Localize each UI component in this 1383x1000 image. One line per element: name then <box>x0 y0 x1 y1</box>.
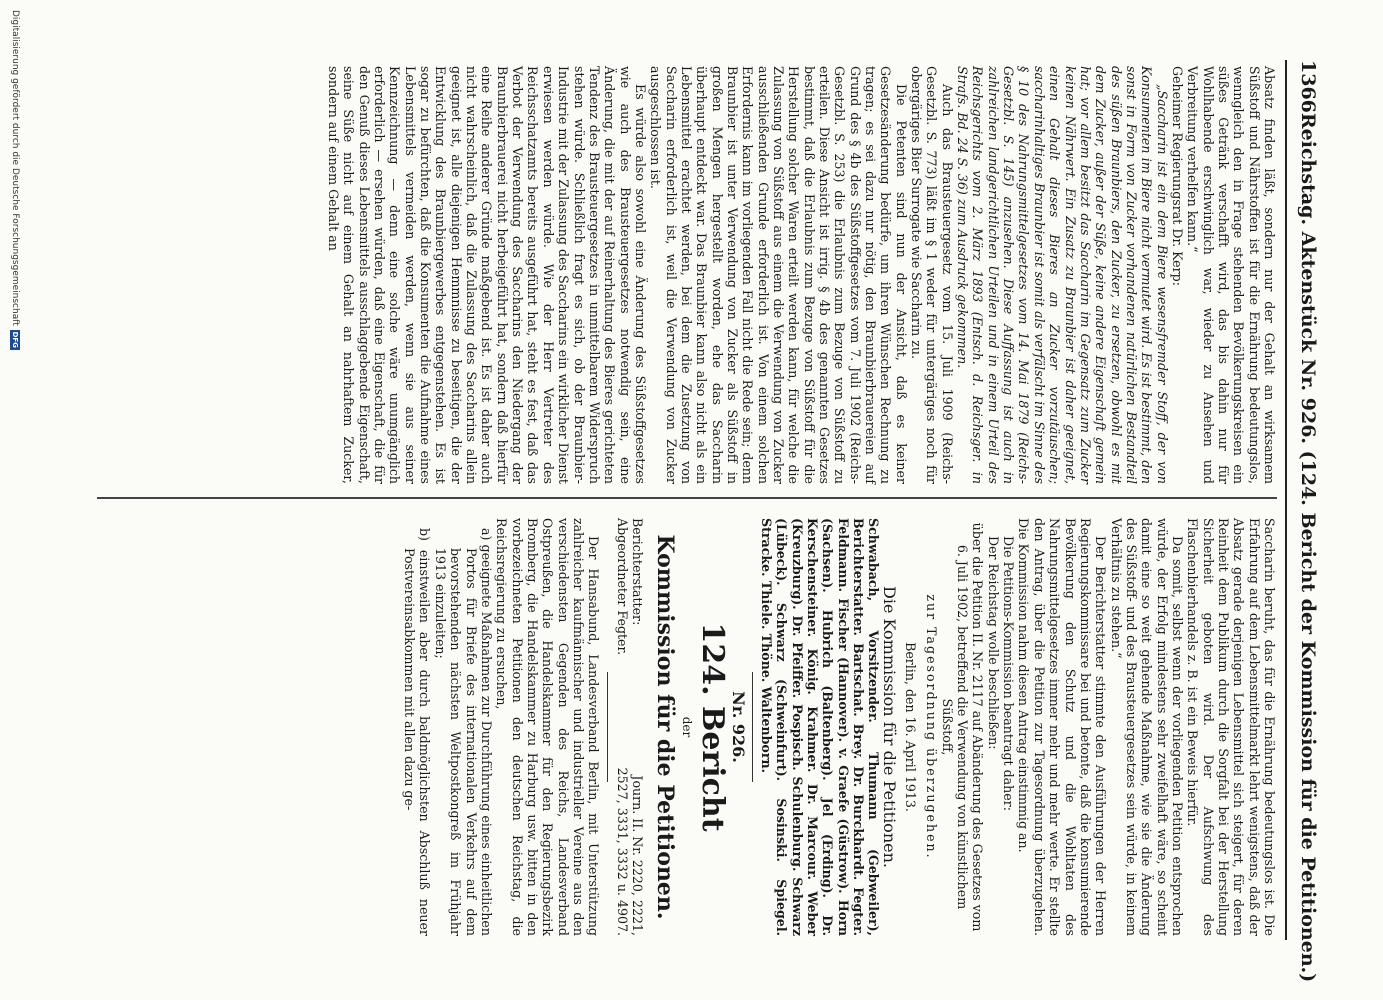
motion-outcome: zur Tagesordnung überzugehen. <box>924 594 940 860</box>
paragraph: Auch das Brausteuergesetz vom 15. Juli 1909 (Reichs-Gesetzbl. S. 773) läßt im § 1 weder für untergäriges noch für obergäriges Bier Surrogate wie Saccharin zu. <box>909 66 955 484</box>
paragraph: Der Hansabund, Landesverband Berlin, mit Unterstützung zahlreicher kaufmännischer und industrieller Vereine aus den verschiedensten Gegenden des Reichs, Landesverband Ostpreußen, die Handelskammer für den Regierungsbezirk Bromberg, die Handelskammer zu Harburg usw. bitten in den vorbezeichneten Petitionen den deutschen Reichstag, die Reichsregierung zu ersuchen, <box>494 518 602 936</box>
paragraph: Die Petenten sind nun der Ansicht, daß es keiner Gesetzesänderung bedürfe, um ihren Wünschen Rechnung zu tragen; es sei dazu nur nötig, den Braunbierbrauereien auf Grund des § 4b des Süßstoffgesetzes vom 7. Juli 1902 (Reichs-Gesetzbl. S. 253) die Erlaubnis zum Bezuge von Süßstoff zu erteilen. Diese Ansicht ist irrig. § 4b des genannten Gesetzes bestimmt, daß die Erlaubnis zum Bezuge von Süßstoff für die Herstellung solcher Waren erteilt werden kann, für welche die Zulassung von Süßstoff aus einem die Verwendung von Zucker ausschließenden Grunde erforderlich ist. Von einem solchen Erfordernis kann im vorliegenden Fall nicht die Rede sein; denn Braunbier ist unter Verwendung von Zucker als Süßstoff in großen Mengen hergestellt worden, ehe das Saccharin überhaupt entdeckt war. Das Braunbier kann also nicht als ein Lebensmittel erachtet werden, bei dem die Zusetzung von Saccharin erforderlich ist, weil die Verwendung von Zucker ausgeschlossen ist. <box>648 66 909 484</box>
dfg-logo: DFG <box>11 331 19 348</box>
running-head <box>1289 60 1319 983</box>
paragraph: Da somit, selbst wenn der vorliegenden Petition entsprochen würde, der Erfolg mindestens sehr zweifelhaft wäre, so scheint damit eine so weit gehende Maßnahme, wie sie die Änderung des Süßstoff- und des Brausteuergesetzes sein würde, in keinem Verhältnis zu stehen.“ <box>1108 518 1185 936</box>
column-divider <box>97 497 1277 499</box>
reporter-name-line <box>614 518 629 936</box>
paragraph: Der Berichterstatter stimmte den Ausführungen der Herren Regierungskommissare bei und betonte, daß die konsumierende Bevölkerung den Schutz und die Wohltaten des Nahrungsmittelgesetzes immer mehr und mehr werte. Er stellte den Antrag, über die Petition zur Tagesordnung überzugehen. Die Kommission nahm diesen Antrag einstimmig an. <box>1016 518 1109 936</box>
commission-heading: Die Kommission für die Petitionen. <box>879 586 899 868</box>
digitization-credit <box>10 10 20 350</box>
paragraph: Es würde also sowohl eine Änderung des Süßstoffgesetzes wie auch des Brausteuergesetzes notwendig sein, eine Änderung, die mit der auf Reinerhaltung des Bieres gerichteten Tendenz des Brausteuergesetzes in unmittelbarem Widerspruch stehen würde. Schließlich fragt es sich, ob der Braunbier-Industrie mit der Zulassung des Saccharins ein wirklicher Dienst erwiesen werden würde. Wie der Herr Vertreter des Reichsschatzamts bereits ausgeführt hat, steht es fest, daß das Verbot der Verwendung des Saccharins den Niedergang der Braunbierbrauerei nicht herbeigeführt hat, sondern daß hierfür eine Reihe anderer Gründe maßgebend ist. Es ist daher auch nicht wahrscheinlich, daß die Zulassung des Saccharins allein geeignet ist, alle diejenigen Hemmnisse zu beseitigen, die der Entwicklung des Braunbiergewerbes entgegenstehen. Es ist sogar zu befürchten, daß die Konsumenten die Aufnahme eines Lebensmittels vermeiden werden, wenn sie aus seiner Kennzeichnung — denn eine solche wäre unumgänglich erforderlich — ersehen würden, daß eine Eigenschaft, die für den Genuß dieses Lebensmittels ausschlaggebende Eigenschaft, seine Süße nicht auf einem Gehalt an nahrhaftem Zucker, sondern auf einem Gehalt an <box>326 66 648 484</box>
speaker-line: Geheimer Regierungsrat Dr. Kerp: <box>1169 66 1185 286</box>
quoted-statement: „Saccharin ist ein dem Biere wesensfremder Stoff, der von Konsumenten im Biere nicht vermutet wird. Es ist bestimmt, den sonst in Form von Zucker vorhandenen natürlichen Bestandteil des süßen Braunbiers, den Zucker, zu ersetzen, obwohl es mit dem Zucker, außer der Süße, keine andere Eigenschaft gemein hat; vor allem besitzt das Saccharin im Gegensatz zum Zucker keinen Nährwert. Ein Zusatz zu Braunbier ist daher geeignet, einen Gehalt dieses Bieres an Zucker vorzutäuschen; saccharinhaltiges Braunbier ist somit als verfälscht im Sinne des § 10 des Nahrungsmittelgesetzes vom 14. Mai 1879 (Reichs-Gesetzbl. S. 145) anzusehen. Diese Auffassung ist auch in zahlreichen landgerichtlichen Urteilen und in einem Urteil des Reichsgerichts vom 2. März 1893 (Entsch. d. Reichsger. in Strafs. Bd. 24 S. 36) zum Ausdruck gekommen. <box>955 66 1170 484</box>
commission-title: Kommission für die Petitionen. <box>651 534 678 920</box>
document-number: Nr. 926. <box>728 691 748 763</box>
left-column <box>326 66 1277 484</box>
motion-intro: Der Reichstag wolle beschließen: <box>985 536 1001 750</box>
paragraph: Saccharin beruht, das für die Ernährung bedeutungslos ist. Die Erfahrung auf dem Lebensmittelmarkt lehrt wenigstens, daß der Absatz gerade derjenigen Lebensmittel sich steigert, für deren Reinheit dem Publikum durch die Sorgfalt bei der Herstellung Sicherheit geboten wird. Der Aufschwung des Flaschenbierhandels z. B. ist ein Beweis hierfür. <box>1185 518 1277 936</box>
page-content <box>89 60 1319 983</box>
motion-text: über die Petition II. Nr. 2117 auf Abänderung des Gesetzes vom 6. Juli 1902, betreffend die Verwendung von künstlichem Süßstoff, <box>939 522 986 932</box>
report-title: 124. Bericht <box>695 622 731 832</box>
date-line: Berlin, den 16. April 1913. <box>903 642 919 812</box>
paragraph: Die Petitions-Kommission beantragt daher: <box>1001 536 1017 811</box>
reporter-line <box>630 518 645 936</box>
reporter-label: Berichterstatter: <box>629 518 645 626</box>
journal-numbers: 2527, 3331, 3332 u. 4907. <box>614 767 630 936</box>
commission-members: Schwabach, Vorsitzender. Thumann (Gebweiler), Berichterstatter. Bartschat. Brey. Dr. Burckhardt. Fegter. Feldmann. Fischer (Hannover). v. Graefe (Güstrow). Horn (Sachsen). Hubrich (Baltenberg). Jel (Erding). Dr. Kerschensteiner. König. Krahmer. Dr. Marcour. Weber (Kreuzburg). Dr. Pfeiffer. Pospisch. Schulenburg. Schwarz (Lübeck). Schwarz (Schweinfurt). Sosinski. Spiegel. Stracke. Thiele. Thöne. Waltenborn. <box>759 518 882 936</box>
reporter-name: Abgeordneter Fegter. <box>614 518 630 656</box>
separator-rule <box>752 672 753 782</box>
report-title-connector: der <box>680 716 695 738</box>
running-head-title: Reichstag. Aktenstück Nr. 926. (124. Bericht der Kommission für die Petitionen.) <box>1297 112 1319 983</box>
list-item-a: a) geeignete Maßnahmen zur Durchführung eines einheitlichen Portos für Briefe des internationalen Verkehrs auf dem bevorstehenden nächsten Weltpostkongreß im Frühjahr 1913 einzuleiten; <box>432 528 494 936</box>
right-column <box>402 518 1277 936</box>
page-number: 1366 <box>1297 60 1319 113</box>
separator-rule <box>607 672 608 782</box>
header-rule <box>1285 60 1287 940</box>
paragraph: Absatz finden läßt, sondern nur der Gehalt an wirksamem Süßstoff und Nährstoffen ist für die Ernährung bedeutungslos, wenngleich den in Frage stehenden Bevölkerungskreisen ein süßes Getränk verschafft wird, das bis dahin nur für Wohlhabende erschwinglich war, wieder zu Ansehen und Verbreitung verhelfen kann.“ <box>1185 66 1277 484</box>
journal-label: Journ. II. Nr. 2220, 2221, <box>629 775 645 936</box>
list-item-b: b) einstweilen aber durch baldmöglichsten Abschluß neuer Postvereinsabkommen mit allen dazu ge- <box>402 528 433 936</box>
credit-text: Digitalisierung gefördert durch die Deutsche Forschungsgemeinschaft <box>10 10 20 326</box>
